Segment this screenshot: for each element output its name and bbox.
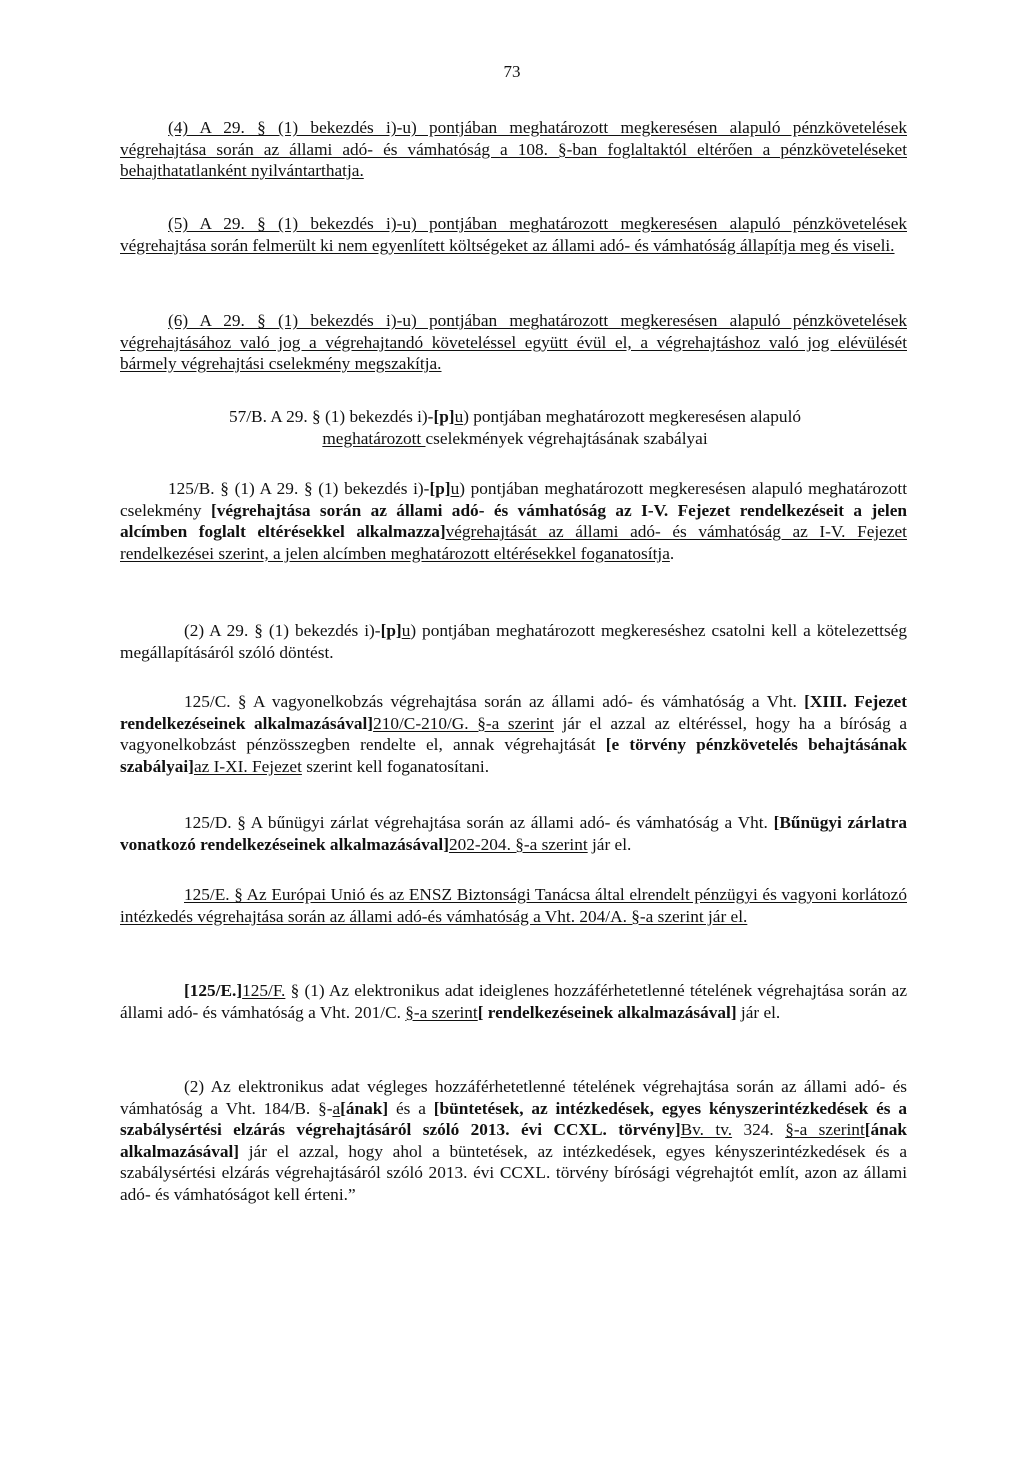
- paragraph-text: és a: [388, 1098, 434, 1118]
- paragraph-125b-2: [120, 620, 907, 663]
- deleted-text: [p]: [433, 407, 455, 426]
- inserted-text: u: [450, 479, 460, 498]
- deleted-text: [p]: [429, 479, 451, 498]
- page-number: 73: [503, 62, 521, 81]
- paragraph-text: 324.: [732, 1120, 786, 1140]
- heading-57b-text: cselekmények végrehajtásának szabályai: [425, 428, 708, 448]
- paragraph-text: jár el.: [587, 834, 632, 854]
- inserted-text: a: [332, 1098, 341, 1118]
- inserted-text: u: [454, 407, 464, 426]
- paragraph-4: (4) A 29. § (1) bekezdés i)-u) pontjában meghatározott megkeresésen alapuló pénzkövetelések végrehajtása során az állami adó- és vámhatóság a 108. §-ban foglaltaktól eltérően a pénzköveteléseket behajthatatlanként nyilvántarthatja.: [120, 118, 907, 181]
- deleted-text: [ rendelkezéseinek alkalmazásával]: [477, 1002, 737, 1022]
- paragraph-text: .: [669, 543, 675, 563]
- paragraph-text: szerint kell foganatosítani.: [301, 756, 490, 776]
- deleted-text: [végrehajtása során az állami adó- és vámhatóság az I-V. Fejezet rendelkezéseit a jelen alcímben foglalt eltérésekkel alkalmazza]: [120, 500, 907, 542]
- paragraph-text: ) pontjában meghatározott megkereséshez csatolni kell a kötelezettség megállapításáról szóló döntést.: [120, 621, 907, 662]
- paragraph-5: (5) A 29. § (1) bekezdés i)-u) pontjában meghatározott megkeresésen alapuló pénzkövetelések végrehajtása során felmerült ki nem egyenlített költségeket az állami adó- és vámhatóság állapítja meg és viseli.: [120, 214, 907, 255]
- heading-57b-text: ) pontjában meghatározott megkeresésen alapuló: [463, 407, 802, 426]
- paragraph-text: (2) A 29. § (1) bekezdés i)-: [184, 621, 381, 640]
- paragraph-125c: [120, 691, 907, 777]
- paragraph-125e: 125/E. § Az Európai Unió és az ENSZ Biztonsági Tanácsa által elrendelt pénzügyi és vagyoni korlátozó intézkedés végrehajtása során az állami adó-és vámhatóság a Vht. 204/A. §-a szerint jár el.: [120, 885, 907, 926]
- paragraph-text: jár el.: [736, 1002, 781, 1022]
- inserted-text: §-a szerint: [785, 1120, 865, 1140]
- deleted-text: [125/E.]: [184, 981, 243, 1000]
- paragraph-text: jár el azzal, hogy ahol a büntetések, az intézkedések, egyes kényszerintézkedések és a szabálysértési elzárás végrehajtásáról szóló 2013. évi CCXL. törvény bírósági végrehajtót említ, azon az állami adó- és vámhatóságot kell érteni.”: [120, 1141, 907, 1204]
- heading-57b-text: 57/B. A 29. § (1) bekezdés i)-: [228, 407, 434, 426]
- inserted-text: végrehajtását az állami adó- és vámhatóság az I-V. Fejezet rendelkezései szerint, a jelen alcímben meghatározott eltérésekkel foganatosítja: [120, 522, 907, 563]
- paragraph-text: jár el azzal az eltéréssel, hogy ha a bíróság a vagyonelkobzást pénzösszegben rendelte el, annak végrehajtását: [120, 713, 907, 755]
- paragraph-text: 125/C. § A vagyonelkobzás végrehajtása során az állami adó- és vámhatóság a Vht.: [184, 692, 805, 711]
- paragraph-text: § (1) Az elektronikus adat ideiglenes hozzáférhetetlenné tételének végrehajtása során az állami adó- és vámhatóság a Vht. 201/C.: [120, 981, 907, 1022]
- inserted-text: az I-XI. Fejezet: [193, 756, 302, 776]
- deleted-text: [ának]: [340, 1098, 389, 1118]
- paragraph-125f-1: [120, 980, 907, 1023]
- paragraph-text: (2) Az elektronikus adat végleges hozzáférhetetlenné tételének végrehajtása során az állami adó- és vámhatóság a Vht. 184/B. §-: [120, 1077, 907, 1118]
- deleted-text: [e törvény pénzkövetelés behajtásának szabályai]: [120, 735, 907, 776]
- paragraph-text: ) pontjában meghatározott megkeresésen alapuló meghatározott cselekmény: [120, 479, 907, 520]
- inserted-text: u: [401, 621, 411, 640]
- paragraph-text: 125/B. § (1) A 29. § (1) bekezdés i)-: [168, 479, 430, 498]
- inserted-text: Bv. tv.: [680, 1120, 733, 1140]
- inserted-text: 210/C-210/G. §-a szerint: [373, 713, 554, 733]
- inserted-text: meghatározott: [322, 428, 426, 448]
- paragraph-125f-2: [120, 1076, 907, 1206]
- deleted-text: [p]: [380, 621, 402, 640]
- deleted-text: [ának alkalmazásával]: [120, 1120, 908, 1161]
- deleted-text: [büntetések, az intézkedések, egyes kényszerintézkedések és a szabálysértési elzárás végrehajtásáról szóló 2013. évi CCXL. törvény]: [120, 1098, 908, 1140]
- paragraph-125d: [120, 812, 907, 855]
- deleted-text: [XIII. Fejezet rendelkezéseinek alkalmazásával]: [120, 692, 907, 733]
- inserted-text: 125/F.: [242, 981, 286, 1000]
- heading-57b: [160, 406, 870, 449]
- paragraph-125b-1: [120, 478, 907, 564]
- deleted-text: [Bűnügyi zárlatra vonatkozó rendelkezéseinek alkalmazásával]: [120, 813, 907, 854]
- inserted-text: 202-204. §-a szerint: [448, 834, 588, 854]
- paragraph-6: (6) A 29. § (1) bekezdés i)-u) pontjában meghatározott megkeresésen alapuló pénzkövetelések végrehajtásához való jog a végrehajtandó követeléssel együtt évül el, a végrehajtáshoz való jog elévülését bármely végrehajtási cselekmény megszakítja.: [120, 311, 907, 374]
- inserted-text: §-a szerint: [405, 1002, 478, 1022]
- paragraph-text: 125/D. § A bűnügyi zárlat végrehajtása során az állami adó- és vámhatóság a Vht.: [184, 813, 774, 832]
